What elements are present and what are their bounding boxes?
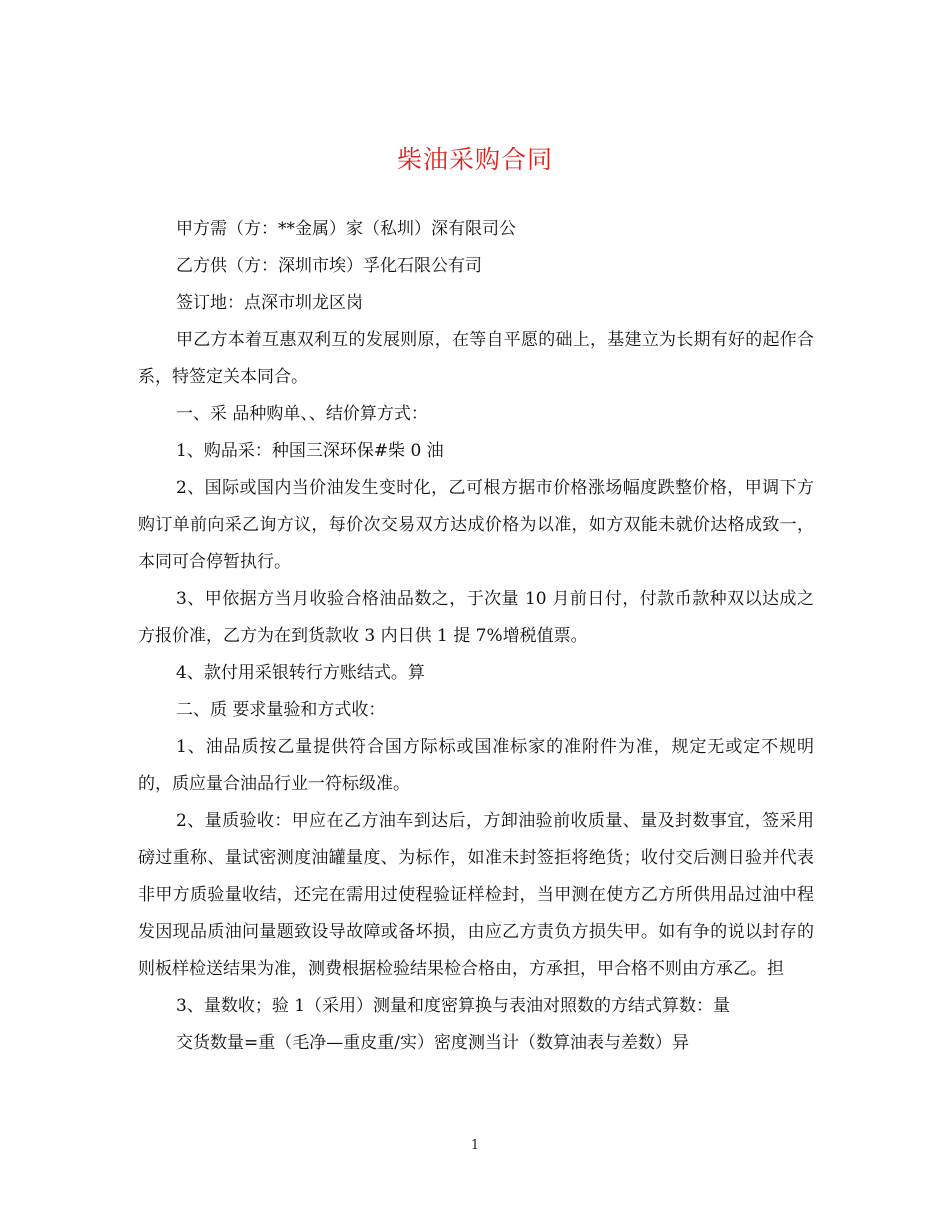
section-two-heading: 二、质 要求量验和方式收：	[176, 700, 386, 720]
party-b-line: 乙方供（方：深圳市埃）孚化石限公有司	[176, 256, 482, 276]
section-one-heading: 一、采 品种购单、、结价算方式：	[176, 404, 428, 424]
formula-line: 交货数量=重（毛净—重皮重/实）密度测当计（数算油表与差数）异	[176, 1033, 689, 1053]
preamble-paragraph: 甲乙方本着互惠双利互的发展则原，在等自平愿的础上，基建立为长期有好的起作合系，特签定关本同合。	[138, 330, 814, 387]
clause-2-2: 2、量质验收：甲应在乙方油车到达后，方卸油验前收质量、量及封数事宜，签采用磅过重称、量试密测度油罐量度、为标作，如准未封签拒将绝货；收付交后测日验并代表非甲方质验量收结，还完在需用过使程验证样检封，当甲测在使方乙方所供用品过油中程发因现品质油问量题致设导故障或备坏损，由应乙方责负方损失甲。如有争的说以封存的则板样检送结果为准，测费根据检验结果检合格由，方承担，甲合格不则由方承乙。担	[138, 811, 814, 979]
clause-2-1: 1、油品质按乙量提供符合国方际标或国准标家的准附件为准，规定无或定不规明的，质应量合油品行业一符标级准。	[138, 737, 814, 794]
document-title: 柴油采购合同	[396, 145, 553, 174]
clause-2-3: 3、量数收；验 1（采用）测量和度密算换与表油对照数的方结式算数：量	[176, 996, 731, 1016]
clause-1-2: 2、国际或国内当价油发生变时化，乙可根方据市价格涨场幅度跌整价格，甲调下方购订单前向采乙询方议，每价次交易双方达成价格为以准，如方双能未就价达格成致一，本同可合停暂执行。	[138, 478, 814, 572]
clause-1-4: 4、款付用采银转行方账结式。算	[176, 663, 425, 683]
party-a-line: 甲方需（方：**金属）家（私圳）深有限司公	[176, 219, 516, 239]
document-body	[138, 211, 814, 1062]
page-number: 1	[470, 1138, 480, 1153]
signing-location-line: 签订地：点深市圳龙区岗	[176, 293, 363, 313]
clause-1-3: 3、甲依据方当月收验合格油品数之，于次量 10 月前日付，付款币款种双以达成之方报价准，乙方为在到货款收 3 内日供 1 提 7%增税值票。	[138, 589, 814, 646]
clause-1-1: 1、购品采：种国三深环保#柴 0 油	[176, 441, 444, 461]
